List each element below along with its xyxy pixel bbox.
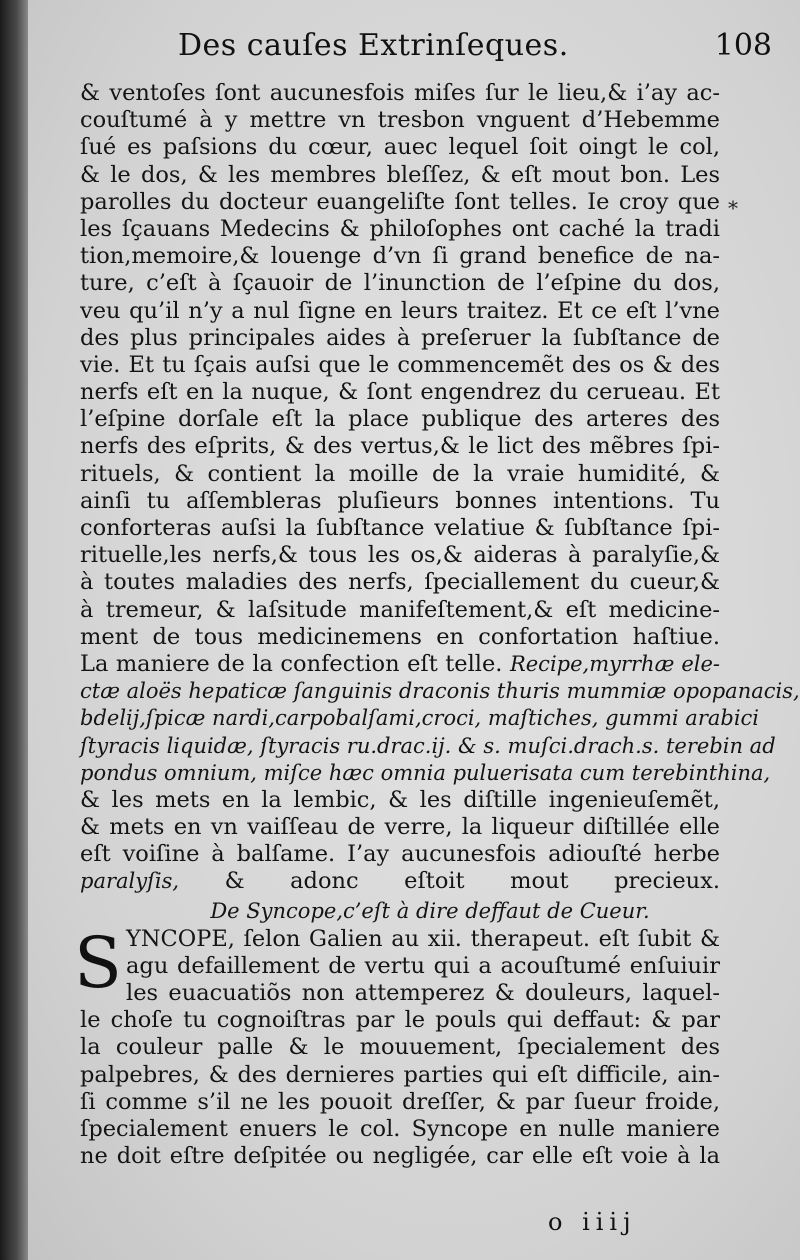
paralysis-rest: & adonc eſtoit mout precieux. bbox=[179, 868, 720, 895]
signature-mark: o iiij bbox=[548, 1208, 637, 1236]
recipe-pondus: pondus omnium bbox=[80, 760, 251, 785]
text-line: à tremeur, & laſsitude manifeſtement,& eſt medicine- bbox=[80, 596, 720, 623]
recipe-start: Recipe,myrrhæ ele- bbox=[509, 651, 720, 676]
text-line: ſpecialement enuers le col. Syncope en nulle maniere bbox=[80, 1115, 720, 1142]
text-line: des plus principales aides à preſeruer la ſubſtance de bbox=[80, 324, 720, 351]
text-line: l’eſpine dorſale eſt la place publique des arteres des bbox=[80, 406, 720, 433]
text-line: nerfs eſt en la nuque, & ſont engendrez du cerueau. Et bbox=[80, 379, 720, 406]
page-number: 108 bbox=[714, 28, 772, 63]
text-line: & mets en vn vaiſſeau de verre, la liqueur diſtillée elle bbox=[80, 814, 720, 841]
text-line: & le dos, & les membres bleſſez, & eſt mout bon. Les bbox=[80, 161, 720, 188]
running-header bbox=[178, 28, 772, 68]
text-line: tion,memoire,& louenge d’vn ſi grand benefice de na- bbox=[80, 243, 720, 270]
text-block bbox=[74, 80, 800, 1170]
text-line: conforteras auſsi la ſubſtance velatiue & ſubſtance ſpi- bbox=[80, 515, 720, 541]
text-line-recipe bbox=[80, 651, 720, 678]
section-heading: De Syncope,c’eſt à dire deffaut de Cueur. bbox=[210, 898, 650, 923]
recipe-block bbox=[80, 678, 800, 760]
recipe-misce: , miſce hæc omnia puluerisata cum terebinthina, bbox=[250, 760, 771, 785]
text-line: ainſi tu aſſembleras pluſieurs bonnes intentions. Tu bbox=[80, 487, 720, 514]
text-line: & ventoſes ſont aucunesfois miſes ſur le lieu,& i’ay ac- bbox=[80, 80, 720, 106]
section-indented-lines bbox=[80, 953, 720, 1007]
section-paragraph bbox=[74, 921, 720, 1171]
text-line: les euacuatiõs non attemperez & douleurs, laquel- bbox=[126, 980, 720, 1006]
text-line: ſtyracis liquidæ, ſtyracis ru.drac.ij. & s. muſci.drach.s. terebin ad bbox=[80, 733, 776, 758]
margin-asterisk: * bbox=[728, 196, 738, 220]
text-line: agu defaillement de vertu qui a acouſtumé enſuiuir bbox=[126, 952, 720, 979]
text-line: bdelij,ſpicæ nardi,carpobalſami,croci, maſtiches, gummi arabici bbox=[80, 706, 760, 731]
text-line: ture, c’eſt à ſçauoir de l’inunction de l’eſpine du dos, bbox=[80, 270, 720, 297]
text-line: le choſe tu cognoiſtras par le pouls qui deffaut: & par bbox=[80, 1007, 720, 1034]
text-line: couſtumé à y mettre vn tresbon vnguent d’Hebemme bbox=[80, 107, 720, 134]
running-title: Des cauſes Extrinſeques. bbox=[178, 28, 569, 63]
drop-capital: S bbox=[74, 921, 122, 1004]
book-page bbox=[28, 0, 800, 1260]
text-line-recipe-end bbox=[80, 760, 771, 787]
paralysis-word: paralyſis, bbox=[80, 869, 180, 894]
text-line: la couleur palle & le mouuement, ſpecialement des bbox=[80, 1034, 720, 1061]
text-line: YNCOPE, ſelon Galien au xii. therapeut. eſt ſubit & bbox=[126, 925, 720, 952]
text-line: nerfs des eſprits, & des vertus,& le lict des mẽbres ſpi- bbox=[80, 433, 720, 460]
text-line: ment de tous medicinemens en confortation haſtiue. bbox=[80, 623, 720, 650]
text-line: palpebres, & des dernieres parties qui eſt difficile, ain- bbox=[80, 1061, 720, 1088]
text-line: parolles du docteur euangeliſte ſont telles. Ie croy que bbox=[80, 188, 720, 215]
text-line: ſué es paſsions du cœur, auec lequel ſoit oingt le col, bbox=[80, 134, 720, 161]
recipe-intro: La maniere de la confection eſt telle. bbox=[80, 650, 503, 677]
paragraph-distill bbox=[80, 787, 720, 869]
text-line: eſt voiſine à balſame. I’ay aucunesfois adiouſté herbe bbox=[80, 841, 720, 868]
text-line: les ſçauans Medecins & philoſophes ont caché la tradi bbox=[80, 215, 720, 242]
text-line: à toutes maladies des nerfs, ſpeciallement du cueur,& bbox=[80, 569, 720, 596]
paragraph-main bbox=[80, 80, 720, 651]
text-line: & les mets en la lembic, & les diſtille ingenieuſemẽt, bbox=[80, 786, 720, 813]
text-line: ne doit eſtre deſpitée ou negligée, car elle eſt voie à la bbox=[80, 1143, 720, 1170]
text-line-paralysis bbox=[80, 868, 720, 895]
book-spine-shadow bbox=[0, 0, 28, 1260]
text-line: vie. Et tu ſçais auſsi que le commencemẽt des os & des bbox=[80, 351, 720, 378]
text-line: veu qu’il n’y a nul ſigne en leurs traitez. Et ce eſt l’vne bbox=[80, 297, 720, 324]
text-line: ſi comme s’il ne les pouoit dreſſer, & par ſueur froide, bbox=[80, 1088, 720, 1115]
text-line: rituels, & contient la moille de la vraie humidité, & bbox=[80, 460, 720, 487]
text-line: rituelle,les nerfs,& tous les os,& aideras à paralyſie,& bbox=[80, 542, 720, 569]
text-line: ctæ aloës hepaticæ ſanguinis draconis thuris mummiæ opopanacis, bbox=[80, 679, 800, 704]
section-lines bbox=[80, 1007, 720, 1170]
